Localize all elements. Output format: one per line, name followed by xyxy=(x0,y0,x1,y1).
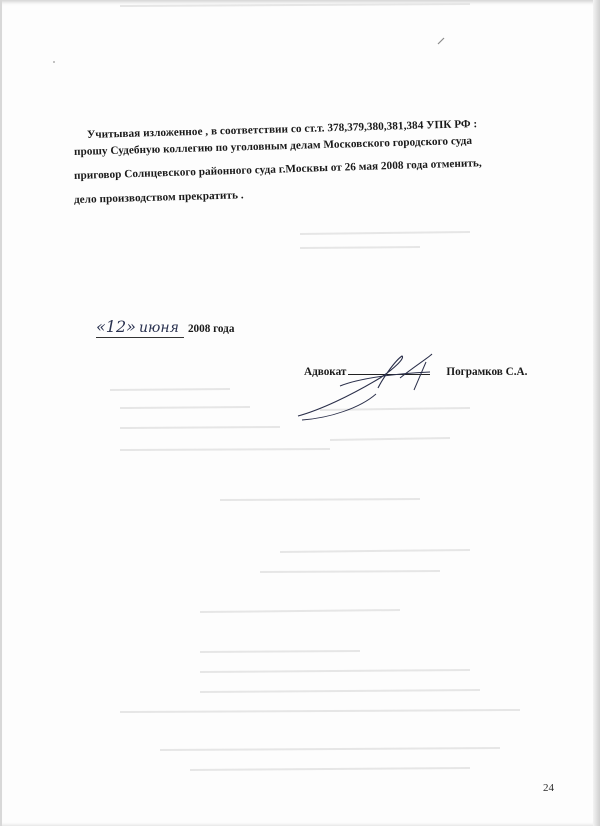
body-line-3: приговор Солнцевского районного суда г.Москвы от 26 мая 2008 года отменить, xyxy=(73,157,482,182)
body-line-4: дело производством прекратить . xyxy=(73,189,244,206)
body-line-2: прошу Судебную коллегию по уголовным делам Московского городского суда xyxy=(73,134,473,158)
page-right-edge xyxy=(593,0,600,826)
advocate-label: Адвокат xyxy=(304,366,347,378)
page-number: 24 xyxy=(543,782,554,794)
date-line xyxy=(96,318,234,338)
body-line-1: Учитывая изложенное , в соответствии со ст.т. 378,379,380,381,384 УПК РФ : xyxy=(86,118,478,141)
advocate-name: Пограмков С.А. xyxy=(446,366,528,378)
date-day: «12» xyxy=(96,317,136,336)
handwritten-signature xyxy=(280,348,450,428)
date-year: 2008 года xyxy=(187,323,235,335)
handwritten-date xyxy=(96,318,184,338)
date-month: июня xyxy=(139,320,179,336)
page-left-edge xyxy=(0,0,2,826)
